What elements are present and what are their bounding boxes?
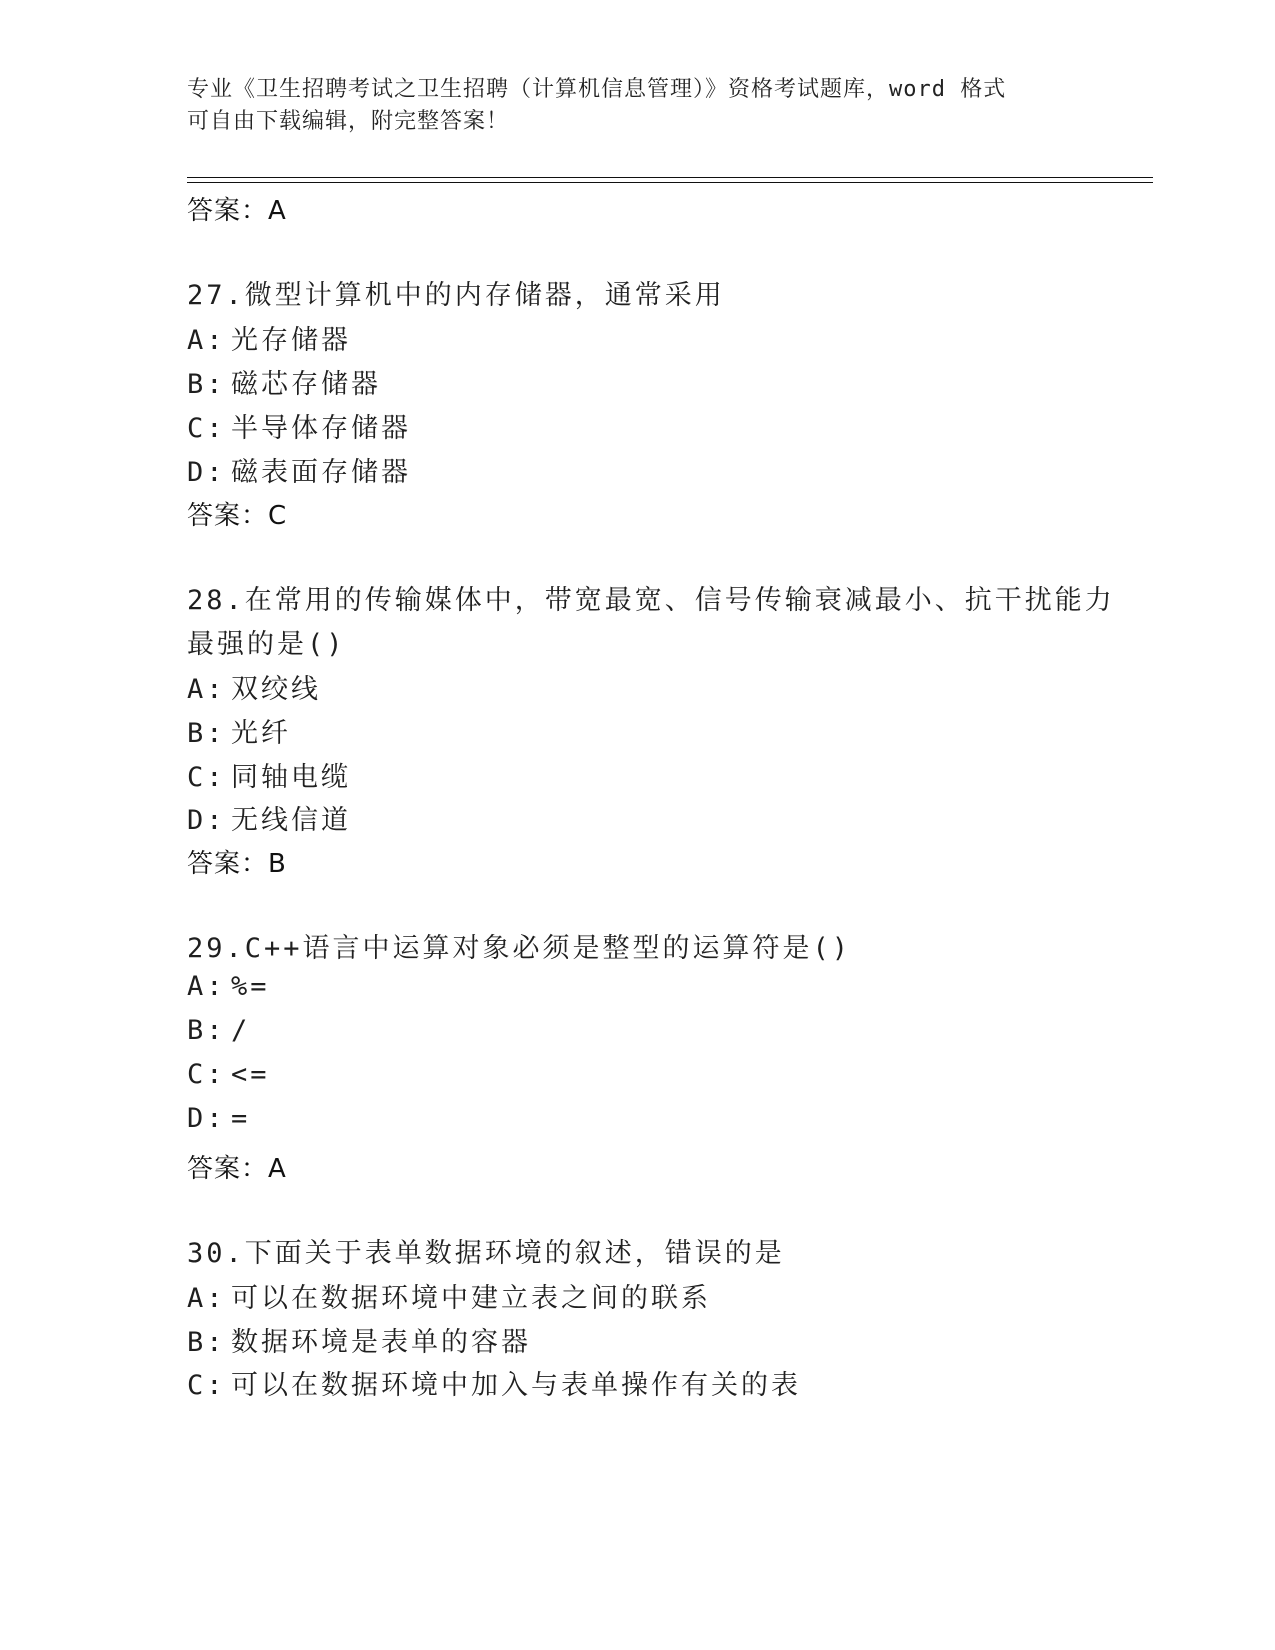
header-line-1: 专业《卫生招聘考试之卫生招聘（计算机信息管理）》资格考试题库，word 格式 xyxy=(187,77,1007,102)
question-28-line-2: 最强的是() xyxy=(187,629,346,660)
option-text: 磁表面存储器 xyxy=(231,457,411,488)
option-28-a xyxy=(187,667,321,706)
option-key: B: xyxy=(187,1015,226,1046)
option-text: 双绞线 xyxy=(231,674,321,705)
option-text: 可以在数据环境中建立表之间的联系 xyxy=(231,1283,711,1314)
option-29-b xyxy=(187,1015,250,1046)
answer-27 xyxy=(187,495,287,532)
option-text: <= xyxy=(231,1059,270,1090)
option-30-b xyxy=(187,1320,531,1359)
option-key: B: xyxy=(187,718,226,749)
option-29-d xyxy=(187,1103,250,1134)
option-key: C: xyxy=(187,762,226,793)
answer-label: 答案： xyxy=(187,849,269,879)
option-text: 同轴电缆 xyxy=(231,762,351,793)
answer-value: B xyxy=(268,849,287,879)
option-29-c xyxy=(187,1059,270,1090)
header-rule-top xyxy=(187,177,1153,178)
header-rule-bottom xyxy=(187,182,1153,183)
option-text: 半导体存储器 xyxy=(231,413,411,444)
answer-value: C xyxy=(268,501,288,531)
option-key: C: xyxy=(187,1370,226,1401)
question-27: 27.微型计算机中的内存储器，通常采用 xyxy=(187,280,725,311)
page-header xyxy=(187,74,1087,138)
option-key: D: xyxy=(187,457,226,488)
option-text: 磁芯存储器 xyxy=(231,369,381,400)
answer-value: A xyxy=(268,196,287,226)
answer-26 xyxy=(187,190,287,227)
option-29-a xyxy=(187,971,270,1002)
question-28-line-1: 28.在常用的传输媒体中，带宽最宽、信号传输衰减最小、抗干扰能力 xyxy=(187,585,1115,616)
answer-28 xyxy=(187,843,287,880)
answer-29 xyxy=(187,1148,287,1185)
option-27-b xyxy=(187,362,381,401)
option-30-c xyxy=(187,1363,801,1402)
question-29: 29.C++语言中运算对象必须是整型的运算符是() xyxy=(187,933,852,964)
option-text: 光存储器 xyxy=(231,325,351,356)
option-text: 可以在数据环境中加入与表单操作有关的表 xyxy=(231,1370,801,1401)
option-text: = xyxy=(231,1103,251,1134)
option-key: B: xyxy=(187,1327,226,1358)
option-key: B: xyxy=(187,369,226,400)
option-key: A: xyxy=(187,1283,226,1314)
option-text: / xyxy=(231,1015,251,1046)
option-27-d xyxy=(187,450,411,489)
option-text: %= xyxy=(231,971,270,1002)
option-text: 无线信道 xyxy=(231,805,351,836)
question-30: 30.下面关于表单数据环境的叙述，错误的是 xyxy=(187,1238,785,1269)
answer-label: 答案： xyxy=(187,1154,269,1184)
option-28-d xyxy=(187,798,351,837)
option-27-a xyxy=(187,318,351,357)
option-key: C: xyxy=(187,1059,226,1090)
header-line-2: 可自由下载编辑，附完整答案！ xyxy=(187,109,510,134)
option-key: C: xyxy=(187,413,226,444)
answer-value: A xyxy=(268,1154,287,1184)
option-30-a xyxy=(187,1276,711,1315)
option-key: D: xyxy=(187,1103,226,1134)
option-key: A: xyxy=(187,674,226,705)
option-text: 数据环境是表单的容器 xyxy=(231,1327,531,1358)
option-key: A: xyxy=(187,325,226,356)
option-28-b xyxy=(187,711,291,750)
option-text: 光纤 xyxy=(231,718,291,749)
option-27-c xyxy=(187,406,411,445)
option-28-c xyxy=(187,755,351,794)
option-key: D: xyxy=(187,805,226,836)
answer-label: 答案： xyxy=(187,196,269,226)
answer-label: 答案： xyxy=(187,501,269,531)
option-key: A: xyxy=(187,971,226,1002)
